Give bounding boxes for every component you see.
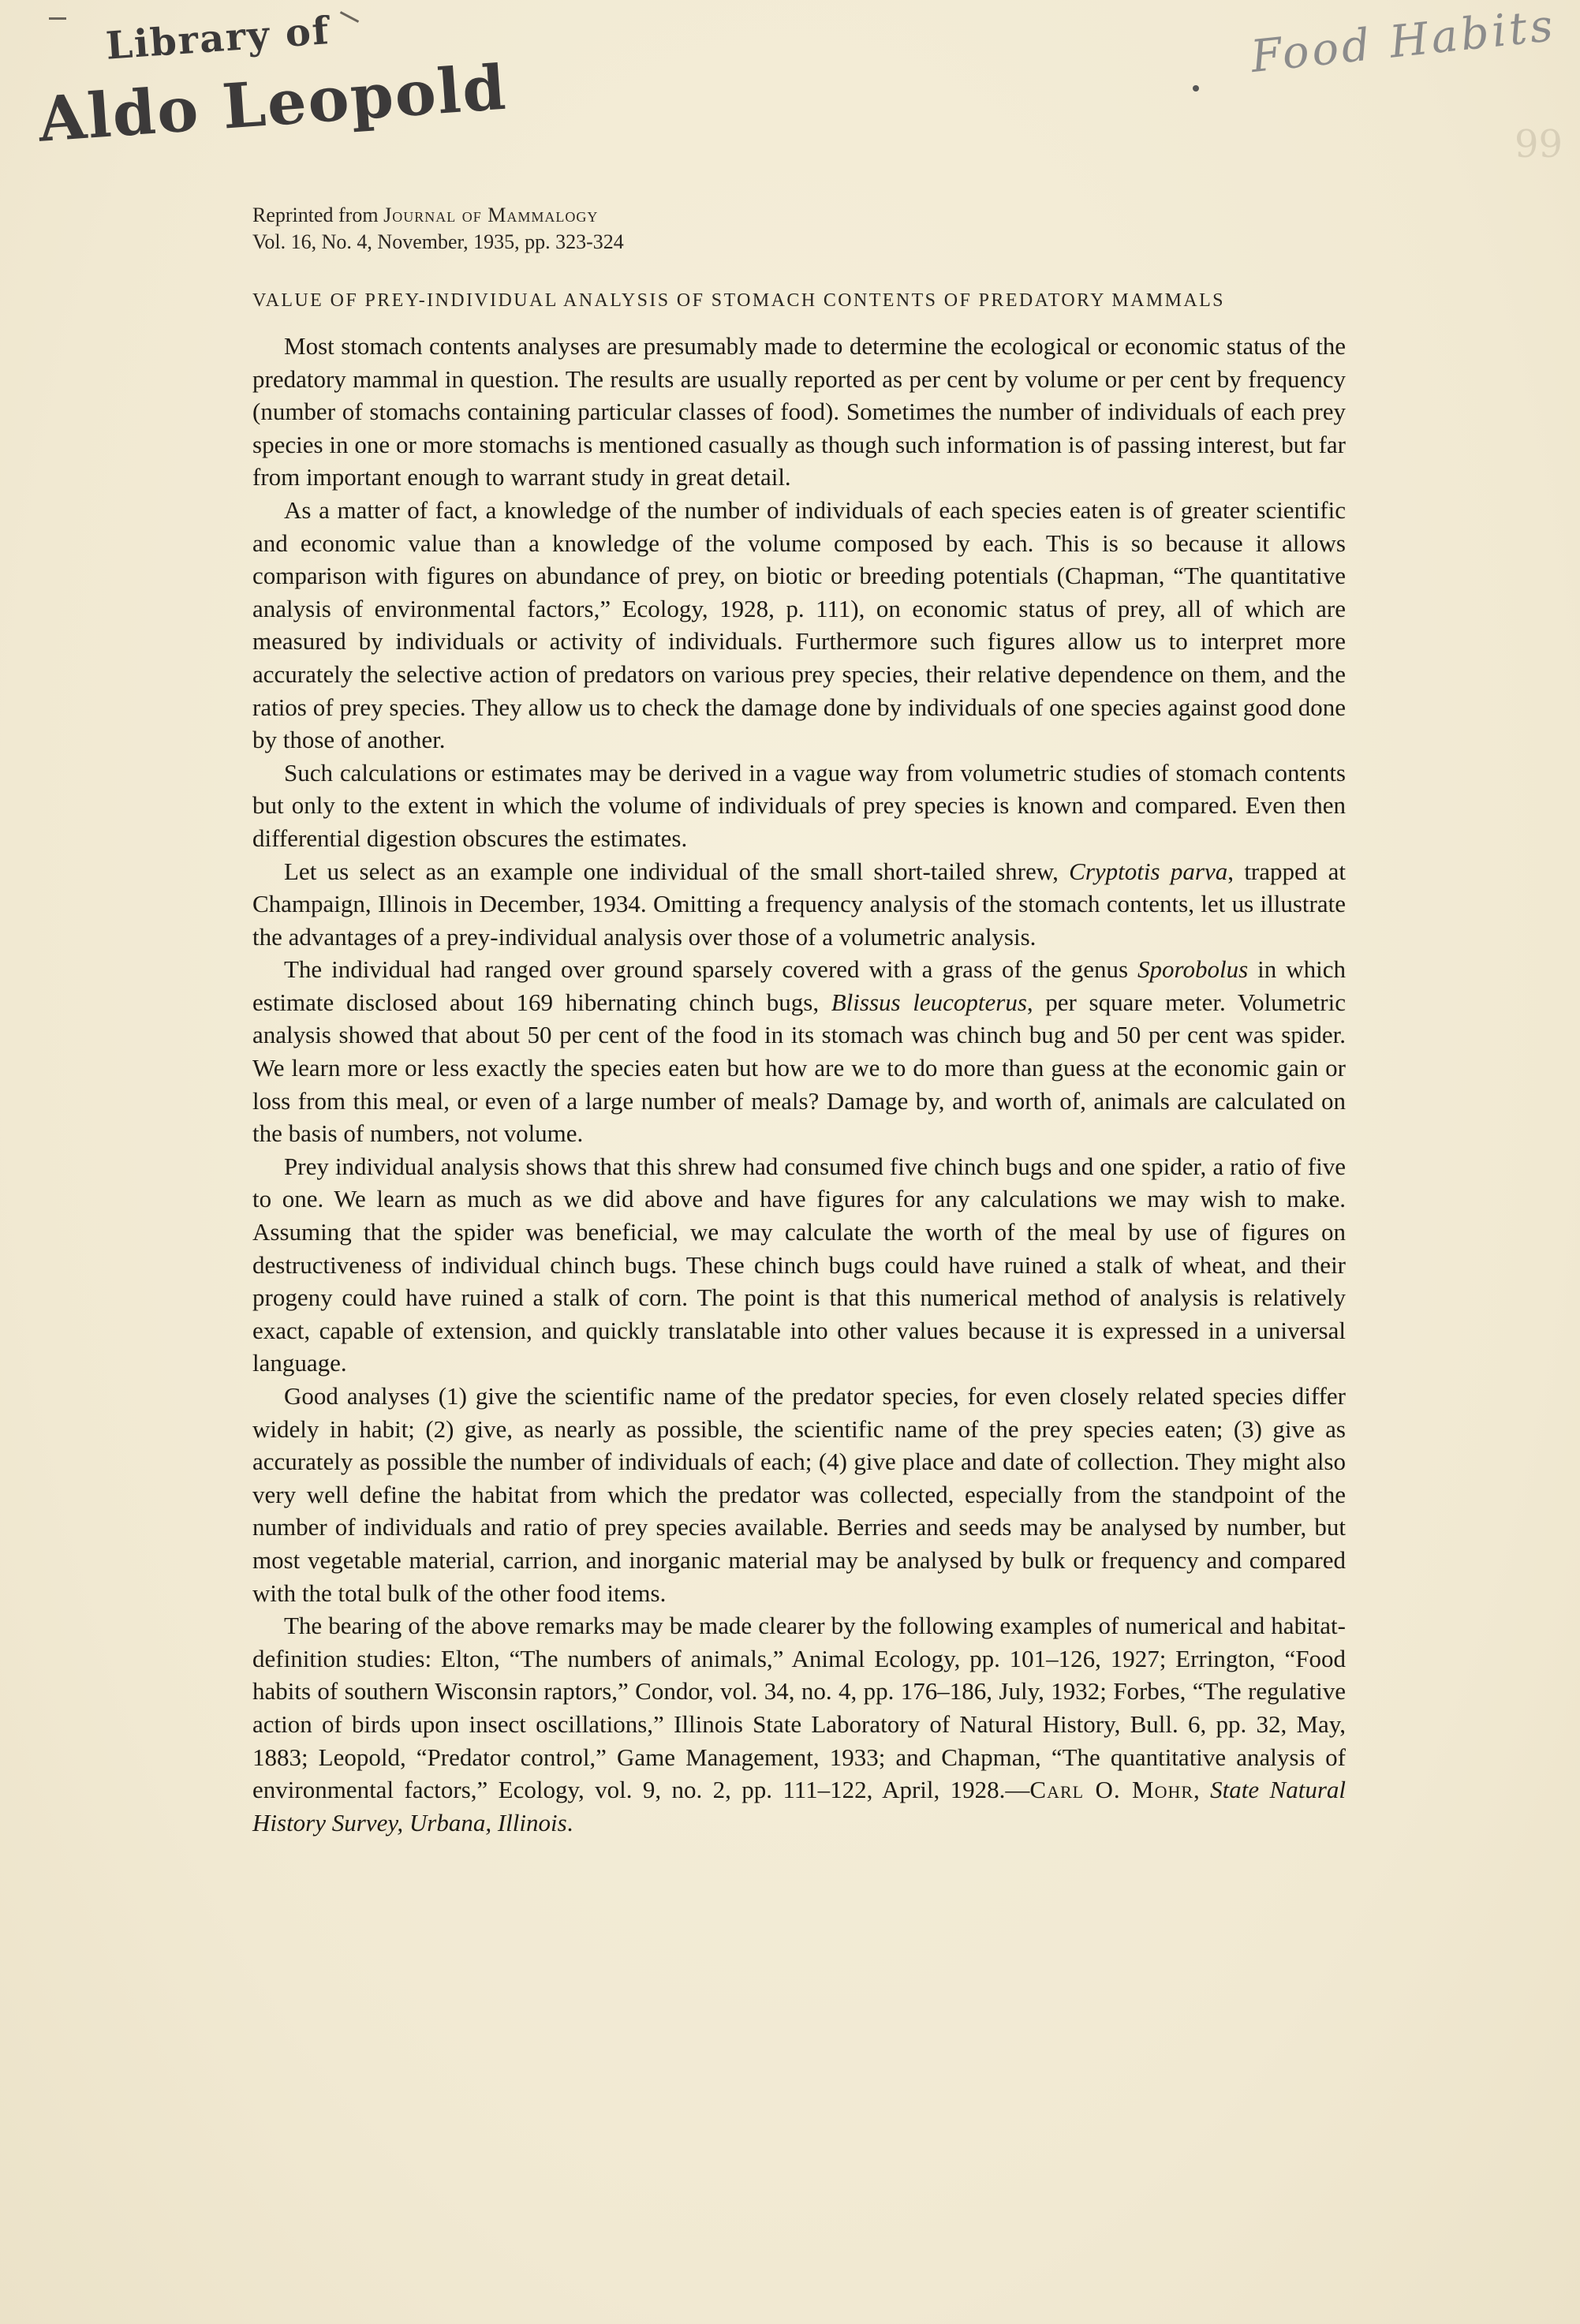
paragraph-7: Good analyses (1) give the scientific name of the predator species, for even closely related species differ widely in habit; (2) give, as nearly as possible, the scientific name of the prey species eaten; (3) give as accurately as possible the number of individuals of each; (4) give place and date of collection. They might also very well define the habitat from which the predator was collected, especially from the standpoint of the number of individuals and ratio of prey species available. Berries and seeds may be analysed by number, but most vegetable material, carrion, and inorganic material may be analysed by bulk or frequency and compared with the total bulk of the other food items. bbox=[252, 1382, 1346, 1607]
ink-dot bbox=[1193, 85, 1199, 92]
author-separator: , bbox=[1193, 1776, 1211, 1804]
journal-name: Journal of Mammalogy bbox=[383, 204, 599, 226]
p5-text-e: , per square meter. Volumetric analysis showed that about 50 per cent of the food in its stomach was chinch bug and 50 per cent was spider. We learn more or less exactly the species eaten but how are we to do more than guess at the economic gain or loss from this meal, or even of a large number of meals? Damage by, and worth of, animals are calculated on the basis of numbers, not volume. bbox=[252, 988, 1346, 1148]
volume-line: Vol. 16, No. 4, November, 1935, pp. 323-324 bbox=[252, 230, 624, 253]
faint-pencil-mark: 99 bbox=[1515, 122, 1563, 166]
paragraph-4 bbox=[252, 855, 1346, 954]
paragraph-3: Such calculations or estimates may be derived in a vague way from volumetric studies of stomach contents but only to the extent in which the volume of individuals of prey species is known and compared. Even then differential digestion obscures the estimates. bbox=[252, 758, 1346, 852]
stamp-dash-mark bbox=[340, 11, 359, 23]
stamp-line-aldo-leopold: Aldo Leopold bbox=[35, 51, 510, 156]
species-blissus-leucopterus: Blissus leucopterus bbox=[831, 988, 1027, 1016]
corner-mark bbox=[49, 17, 66, 20]
paragraph-6: Prey individual analysis shows that this shrew had consumed five chinch bugs and one spider, a ratio of five to one. We learn as much as we did above and have figures for any calculations we may wish to make. Assuming that the spider was beneficial, we may calculate the worth of the meal by use of figures on destructiveness of individual chinch bugs. These chinch bugs could have ruined a stalk of wheat, and their progeny could have ruined a stalk of corn. The point is that this numerical method of analysis is relatively exact, capable of extension, and quickly translatable into other values because it is expressed in a universal language. bbox=[252, 1152, 1346, 1377]
paragraph-1: Most stomach contents analyses are presumably made to determine the ecological or economic status of the predatory mammal in question. The results are usually reported as per cent by volume or per cent by frequency (number of stomachs containing particular classes of food). Sometimes the number of individuals of each prey species in one or more stomachs is mentioned casually as though such information is of passing interest, but far from important enough to warrant study in great detail. bbox=[252, 332, 1346, 491]
p4-text-a: Let us select as an example one individual of the small short-tailed shrew, bbox=[284, 857, 1070, 885]
handwritten-note: Food Habits bbox=[1248, 0, 1559, 84]
closing-period: . bbox=[566, 1808, 573, 1836]
p8-references: The bearing of the above remarks may be made clearer by the following examples of numerical and habitat-definition studies: Elton, “The numbers of animals,” Animal Ecology, pp. 101–126, 1927; Errington, “Food habits of southern Wisconsin raptors,” Condor, vol. 34, no. 4, pp. 176–186, July, 1932; Forbes, “The regulative action of birds upon insect oscillations,” Illinois State Laboratory of Natural History, Bull. 6, pp. 32, May, 1883; Leopold, “Predator control,” Game Management, 1933; and Chapman, “The quantitative analysis of environmental factors,” Ecology, vol. 9, no. 2, pp. 111–122, April, 1928.— bbox=[252, 1612, 1346, 1804]
paragraph-8 bbox=[252, 1609, 1346, 1839]
genus-sporobolus: Sporobolus bbox=[1137, 955, 1249, 984]
article-title: VALUE OF PREY-INDIVIDUAL ANALYSIS OF STOMACH CONTENTS OF PREDATORY MAMMALS bbox=[252, 290, 1225, 311]
author-affiliation: State Natural History Survey, Urbana, Illinois bbox=[252, 1776, 1346, 1836]
paragraph-5 bbox=[252, 953, 1346, 1150]
article-body bbox=[252, 330, 1346, 1839]
p4-text-c: , trapped at Champaign, Illinois in December, 1934. Omitting a frequency analysis of the stomach contents, let us illustrate the advantages of a prey-individual analysis over those of a volumetric analysis. bbox=[252, 857, 1346, 951]
author-name: Carl O. Mohr bbox=[1029, 1776, 1194, 1804]
stamp-line-library-of: Library of bbox=[104, 8, 332, 69]
reprint-line bbox=[252, 202, 624, 229]
paragraph-2: As a matter of fact, a knowledge of the number of individuals of each species eaten is of greater scientific and economic value than a knowledge of the volume composed by each. This is so because it allows comparison with figures on abundance of prey, on biotic or breeding potentials (Chapman, “The quantitative analysis of environmental factors,” Ecology, 1928, p. 111), on economic status of prey, all of which are measured by individuals or activity of individuals. Furthermore such figures allow us to interpret more accurately the selective action of predators on various prey species, their relative dependence on them, and the ratios of prey species. They allow us to check the damage done by individuals of one species against good done by those of another. bbox=[252, 495, 1346, 754]
species-cryptotis-parva: Cryptotis parva bbox=[1069, 857, 1228, 885]
reprint-notice bbox=[252, 202, 624, 256]
reprint-prefix: Reprinted from bbox=[252, 204, 384, 226]
p5-text-a: The individual had ranged over ground sparsely covered with a grass of the genus bbox=[284, 955, 1138, 984]
p5-text-c: in which estimate disclosed about 169 hibernating chinch bugs, bbox=[252, 955, 1346, 1016]
